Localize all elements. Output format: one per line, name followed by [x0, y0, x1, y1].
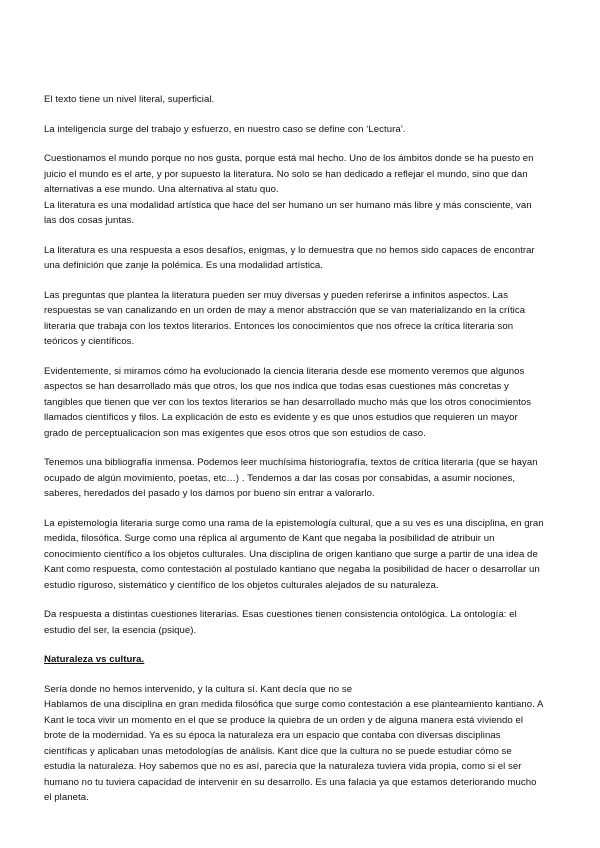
paragraph-5: La literatura es una respuesta a esos desafíos, enigmas, y lo demuestra que no hemos sido capaces de encontrar una definición que zanje la polémica. Es una modalidad artística. — [44, 244, 535, 271]
paragraph-gap — [44, 638, 544, 652]
paragraph-6: Las preguntas que plantea la literatura pueden ser muy diversas y pueden referirse a infinitos aspectos. Las respuestas se van canalizando en un orden de may a menor abstracción que se van materializando en la crítica literaria que trabaja con los textos literarios. Entonces los conocimientos que nos ofrece la crítica literaria son teóricos y científicos. — [44, 289, 526, 347]
paragraph-10: Da respuesta a distintas cuestiones literarias. Esas cuestiones tienen consistencia ontológica. La ontología: el estudio del ser, la esencia (psique). — [44, 609, 517, 636]
paragraph-2: La inteligencia surge del trabajo y esfuerzo, en nuestro caso se define con ‘Lectura’. — [44, 123, 406, 135]
paragraph-gap — [44, 350, 544, 364]
section-heading: Naturaleza vs cultura. — [44, 654, 145, 665]
paragraph-gap — [44, 593, 544, 607]
paragraph-gap — [44, 502, 544, 516]
paragraph-8: Tenemos una bibliografía inmensa. Podemos leer muchísima historiografía, textos de crítica literaria (que se hayan ocupado de algún movimiento, poetas, etc…) . Tendemos a dar las cosas por consabidas, a asumir nociones, saberes, heredados del pasado y los damos por bueno sin entrar a valorarlo. — [44, 457, 538, 499]
paragraph-gap — [44, 108, 544, 122]
paragraph-11: Sería donde no hemos intervenido, y la cultura sí. Kant decía que no se — [44, 683, 353, 695]
paragraph-3: Cuestionamos el mundo porque no nos gusta, porque está mal hecho. Uno de los ámbitos donde se ha puesto en juicio el mundo es el arte, y por supuesto la literatura. No solo se han dedicado a reflejar el mundo, sino que dan alternativas a ese mundo. Una alternativa al statu quo. — [44, 153, 534, 195]
paragraph-gap — [44, 137, 544, 151]
paragraph-1: El texto tiene un nivel literal, superficial. — [44, 94, 215, 105]
paragraph-gap — [44, 274, 544, 288]
paragraph-9: La epistemología literaria surge como una rama de la epistemología cultural, que a su ves es una disciplina, en gran medida, filosófica. Surge como una réplica al argumento de Kant que negaba la posibilidad de atribuir un conocimiento científico a los objetos culturales. Una disciplina de origen kantiano que surge a partir de una idea de Kant como respuesta, como contestación al postulado kantiano que negaba la posibilidad de hacer o desarrollar un estudio riguroso, sistemático y científico de los objetos culturales alejados de su naturaleza. — [44, 517, 544, 591]
paragraph-7: Evidentemente, si miramos cómo ha evolucionado la ciencia literaria desde ese momento veremos que algunos aspectos se han desarrollado más que otros, los que nos indica que todas esas cuestiones más concretas y tangibles que tienen que ver con los textos literarios se han desarrollado mucho más que los otros conocimientos llamados científicos y filos. La explicación de esto es evidente y es que unos estudios que requieren un mayor grado de perceptualicacion son mas exigentes que esos otros que son estudios de caso. — [44, 365, 532, 439]
paragraph-gap — [44, 229, 544, 243]
paragraph-4: La literatura es una modalidad artística que hace del ser humano un ser humano más libre y más consciente, van las dos cosas juntas. — [44, 199, 532, 226]
paragraph-12: Hablamos de una disciplina en gran medida filosófica que surge como contestación a ese planteamiento kantiano. A Kant le toca vivir un momento en el que se produce la quiebra de un orden y de alguna manera está viviendo el brote de la modernidad. Ya es su época la naturaleza era un espacio que contaba con diversas disciplinas científicas y aplicaban unas metodologías de análisis. Kant dice que la cultura no se puede estudiar cómo se estudia la naturaleza. Hoy sabemos que no es así, parecía que la naturaleza tuviera vida propia, como si el ser humano no tu tuviera capacidad de intervenir en su desarrollo. Es una falacia ya que estamos deteriorando mucho el planeta. — [44, 699, 543, 803]
paragraph-gap — [44, 441, 544, 455]
paragraph-gap — [44, 668, 544, 682]
